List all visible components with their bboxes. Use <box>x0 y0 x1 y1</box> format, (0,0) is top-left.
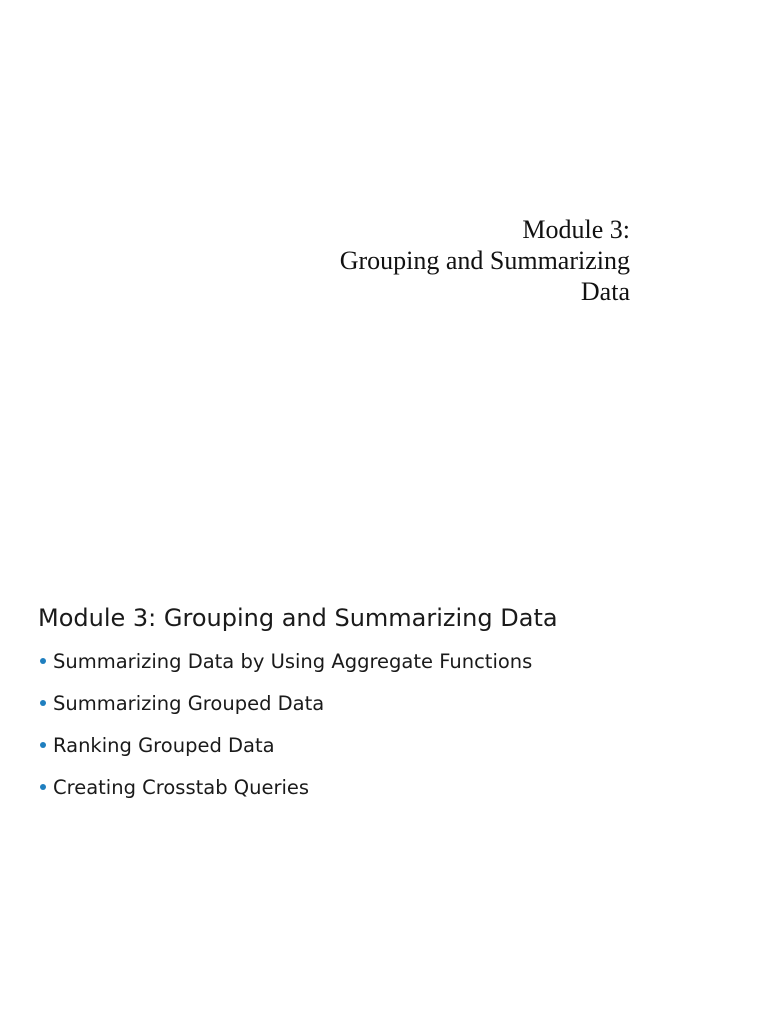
bullet-list <box>38 650 738 800</box>
slide-content <box>38 600 738 818</box>
bullet-text: Summarizing Data by Using Aggregate Functions <box>53 650 533 673</box>
bullet-text: Summarizing Grouped Data <box>53 692 325 715</box>
bullet-dot-icon <box>40 784 46 790</box>
cover-title-line-2: Grouping and Summarizing <box>339 246 630 275</box>
bullet-dot-icon <box>40 742 46 748</box>
cover-title-line-3: Data <box>580 277 630 306</box>
cover-title <box>210 214 630 307</box>
cover-title-line-1: Module 3: <box>522 215 630 244</box>
bullet-text: Creating Crosstab Queries <box>53 776 310 799</box>
bullet-item <box>38 734 738 758</box>
bullet-dot-icon <box>40 700 46 706</box>
bullet-text: Ranking Grouped Data <box>53 734 275 757</box>
bullet-dot-icon <box>40 658 46 664</box>
slide-title: Module 3: Grouping and Summarizing Data <box>38 604 558 632</box>
bullet-item <box>38 776 738 800</box>
bullet-item <box>38 692 738 716</box>
bullet-item <box>38 650 738 674</box>
